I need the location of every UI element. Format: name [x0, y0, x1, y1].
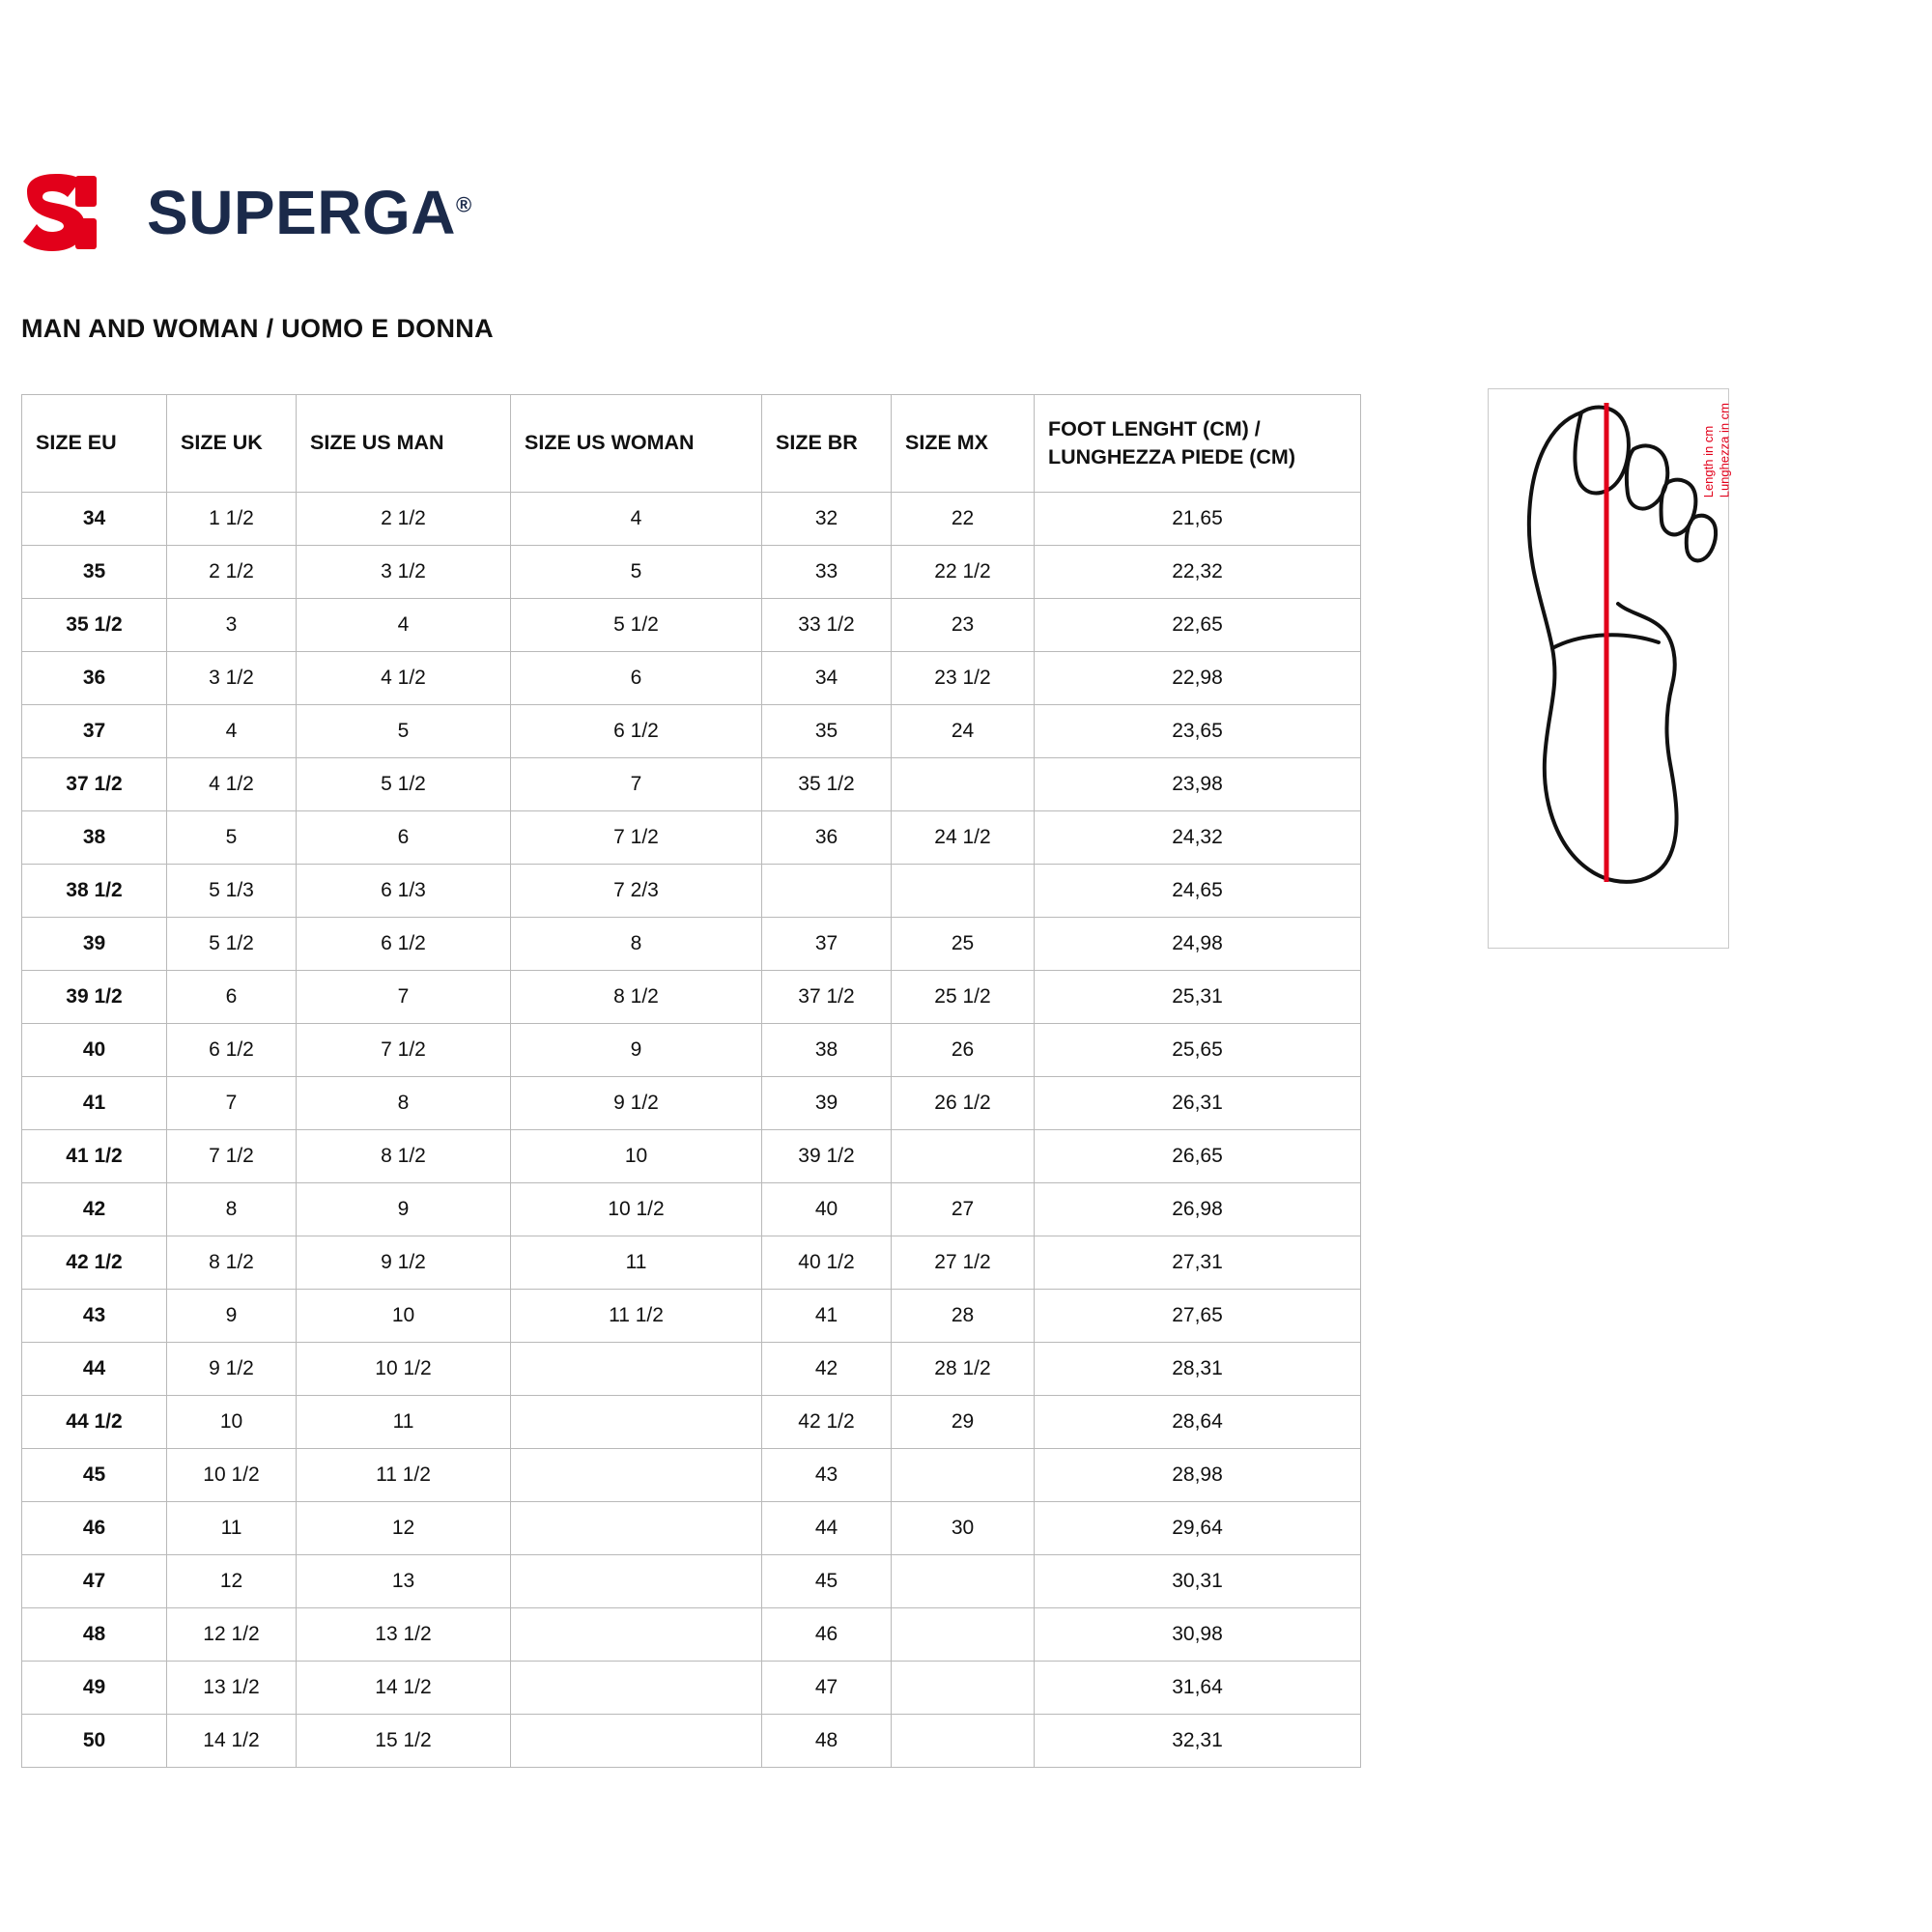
- table-row: [22, 1662, 1361, 1715]
- cell-size-mx: [892, 758, 1035, 811]
- cell-size-us-man: 7 1/2: [297, 1024, 511, 1077]
- cell-foot-length: 30,31: [1035, 1555, 1361, 1608]
- table-row: [22, 971, 1361, 1024]
- cell-size-us-woman: 5 1/2: [511, 599, 762, 652]
- cell-foot-length: 30,98: [1035, 1608, 1361, 1662]
- cell-size-eu: 41: [22, 1077, 167, 1130]
- cell-size-mx: [892, 1130, 1035, 1183]
- foot-outline-icon: [1489, 389, 1726, 946]
- cell-size-us-woman: 10 1/2: [511, 1183, 762, 1236]
- cell-size-mx: 27 1/2: [892, 1236, 1035, 1290]
- cell-size-mx: 25: [892, 918, 1035, 971]
- cell-size-eu: 44 1/2: [22, 1396, 167, 1449]
- column-header-size-mx: SIZE MX: [892, 395, 1035, 493]
- size-conversion-table: [21, 394, 1361, 1768]
- cell-size-us-man: 4 1/2: [297, 652, 511, 705]
- cell-size-eu: 42: [22, 1183, 167, 1236]
- cell-size-eu: 39: [22, 918, 167, 971]
- superga-s-logo-icon: [21, 172, 135, 253]
- cell-size-mx: 27: [892, 1183, 1035, 1236]
- table-row: [22, 1236, 1361, 1290]
- table-row: [22, 918, 1361, 971]
- cell-size-us-man: 15 1/2: [297, 1715, 511, 1768]
- cell-size-mx: [892, 1608, 1035, 1662]
- cell-size-us-woman: [511, 1608, 762, 1662]
- cell-foot-length: 26,31: [1035, 1077, 1361, 1130]
- cell-foot-length: 24,98: [1035, 918, 1361, 971]
- measure-label: [1701, 403, 1732, 498]
- cell-size-us-woman: [511, 1555, 762, 1608]
- cell-size-br: 33: [762, 546, 892, 599]
- cell-foot-length: 24,65: [1035, 865, 1361, 918]
- cell-size-uk: 7: [167, 1077, 297, 1130]
- cell-size-br: 44: [762, 1502, 892, 1555]
- column-header-foot-length: [1035, 395, 1361, 493]
- cell-size-br: 45: [762, 1555, 892, 1608]
- cell-size-uk: 2 1/2: [167, 546, 297, 599]
- cell-size-mx: 28 1/2: [892, 1343, 1035, 1396]
- cell-size-us-woman: 7 2/3: [511, 865, 762, 918]
- cell-size-br: 37 1/2: [762, 971, 892, 1024]
- cell-size-eu: 34: [22, 493, 167, 546]
- cell-size-mx: [892, 1662, 1035, 1715]
- cell-size-us-man: 5 1/2: [297, 758, 511, 811]
- cell-foot-length: 27,31: [1035, 1236, 1361, 1290]
- column-header-size-eu: SIZE EU: [22, 395, 167, 493]
- table-row: [22, 1715, 1361, 1768]
- cell-size-eu: 38 1/2: [22, 865, 167, 918]
- cell-size-us-woman: [511, 1502, 762, 1555]
- cell-size-uk: 8 1/2: [167, 1236, 297, 1290]
- cell-size-mx: [892, 1449, 1035, 1502]
- table-row: [22, 705, 1361, 758]
- table-row: [22, 1396, 1361, 1449]
- table-row: [22, 1502, 1361, 1555]
- foot-length-line-1: FOOT LENGHT (CM) /: [1048, 416, 1261, 440]
- cell-size-uk: 5 1/3: [167, 865, 297, 918]
- cell-size-mx: 23: [892, 599, 1035, 652]
- table-row: [22, 811, 1361, 865]
- measure-label-line-1: Length in cm: [1701, 425, 1716, 498]
- cell-foot-length: 29,64: [1035, 1502, 1361, 1555]
- cell-size-us-woman: 6: [511, 652, 762, 705]
- table-row: [22, 493, 1361, 546]
- cell-foot-length: 21,65: [1035, 493, 1361, 546]
- cell-size-br: 41: [762, 1290, 892, 1343]
- cell-foot-length: 24,32: [1035, 811, 1361, 865]
- cell-size-eu: 42 1/2: [22, 1236, 167, 1290]
- cell-size-br: 46: [762, 1608, 892, 1662]
- cell-size-eu: 44: [22, 1343, 167, 1396]
- cell-size-br: 42: [762, 1343, 892, 1396]
- cell-size-uk: 10: [167, 1396, 297, 1449]
- cell-size-us-woman: [511, 1449, 762, 1502]
- cell-size-us-man: 10 1/2: [297, 1343, 511, 1396]
- table-row: [22, 1290, 1361, 1343]
- cell-size-eu: 35: [22, 546, 167, 599]
- cell-size-mx: 26 1/2: [892, 1077, 1035, 1130]
- cell-size-uk: 9 1/2: [167, 1343, 297, 1396]
- cell-size-mx: 26: [892, 1024, 1035, 1077]
- cell-size-us-man: 7: [297, 971, 511, 1024]
- cell-size-br: 35 1/2: [762, 758, 892, 811]
- cell-size-uk: 13 1/2: [167, 1662, 297, 1715]
- cell-foot-length: 28,64: [1035, 1396, 1361, 1449]
- foot-length-line-2: LUNGHEZZA PIEDE (CM): [1048, 445, 1295, 469]
- cell-size-br: 40 1/2: [762, 1236, 892, 1290]
- table-body: [22, 493, 1361, 1768]
- cell-foot-length: 28,98: [1035, 1449, 1361, 1502]
- cell-size-eu: 40: [22, 1024, 167, 1077]
- cell-size-us-woman: 4: [511, 493, 762, 546]
- cell-size-us-woman: [511, 1715, 762, 1768]
- cell-size-us-woman: [511, 1662, 762, 1715]
- cell-size-br: 47: [762, 1662, 892, 1715]
- cell-size-br: 48: [762, 1715, 892, 1768]
- cell-size-eu: 37: [22, 705, 167, 758]
- cell-size-eu: 50: [22, 1715, 167, 1768]
- cell-size-us-man: 3 1/2: [297, 546, 511, 599]
- cell-size-mx: 23 1/2: [892, 652, 1035, 705]
- column-header-size-us-man: SIZE US MAN: [297, 395, 511, 493]
- cell-size-eu: 45: [22, 1449, 167, 1502]
- cell-size-eu: 38: [22, 811, 167, 865]
- cell-foot-length: 23,65: [1035, 705, 1361, 758]
- cell-size-eu: 46: [22, 1502, 167, 1555]
- table-row: [22, 599, 1361, 652]
- cell-size-eu: 43: [22, 1290, 167, 1343]
- table-row: [22, 1449, 1361, 1502]
- page-title: MAN AND WOMAN / UOMO E DONNA: [21, 314, 494, 343]
- cell-size-us-man: 14 1/2: [297, 1662, 511, 1715]
- cell-size-br: 32: [762, 493, 892, 546]
- cell-size-us-woman: 9: [511, 1024, 762, 1077]
- cell-size-us-man: 2 1/2: [297, 493, 511, 546]
- cell-size-us-man: 13 1/2: [297, 1608, 511, 1662]
- cell-size-us-man: 6: [297, 811, 511, 865]
- cell-size-uk: 4: [167, 705, 297, 758]
- cell-size-us-woman: 8 1/2: [511, 971, 762, 1024]
- table-row: [22, 1608, 1361, 1662]
- cell-size-uk: 11: [167, 1502, 297, 1555]
- cell-size-us-man: 6 1/3: [297, 865, 511, 918]
- cell-foot-length: 26,65: [1035, 1130, 1361, 1183]
- cell-size-eu: 37 1/2: [22, 758, 167, 811]
- cell-size-us-man: 4: [297, 599, 511, 652]
- cell-size-uk: 9: [167, 1290, 297, 1343]
- cell-size-us-woman: [511, 1343, 762, 1396]
- cell-size-us-woman: 6 1/2: [511, 705, 762, 758]
- cell-size-br: 36: [762, 811, 892, 865]
- cell-foot-length: 25,65: [1035, 1024, 1361, 1077]
- cell-size-eu: 49: [22, 1662, 167, 1715]
- cell-size-br: 35: [762, 705, 892, 758]
- cell-size-us-man: 8 1/2: [297, 1130, 511, 1183]
- cell-size-eu: 48: [22, 1608, 167, 1662]
- table-row: [22, 1555, 1361, 1608]
- cell-size-mx: 24: [892, 705, 1035, 758]
- cell-size-eu: 39 1/2: [22, 971, 167, 1024]
- cell-size-uk: 12 1/2: [167, 1608, 297, 1662]
- measure-label-line-2: Lunghezza in cm: [1717, 403, 1732, 498]
- cell-size-mx: 24 1/2: [892, 811, 1035, 865]
- cell-size-uk: 14 1/2: [167, 1715, 297, 1768]
- cell-size-us-man: 12: [297, 1502, 511, 1555]
- cell-size-eu: 41 1/2: [22, 1130, 167, 1183]
- cell-size-mx: [892, 1555, 1035, 1608]
- cell-size-br: 39: [762, 1077, 892, 1130]
- cell-size-br: 33 1/2: [762, 599, 892, 652]
- table-row: [22, 1183, 1361, 1236]
- registered-mark: ®: [456, 192, 472, 217]
- cell-size-uk: 7 1/2: [167, 1130, 297, 1183]
- cell-size-mx: 22 1/2: [892, 546, 1035, 599]
- cell-size-mx: 25 1/2: [892, 971, 1035, 1024]
- cell-size-br: 42 1/2: [762, 1396, 892, 1449]
- cell-size-us-man: 11: [297, 1396, 511, 1449]
- cell-foot-length: 25,31: [1035, 971, 1361, 1024]
- table-row: [22, 865, 1361, 918]
- cell-size-br: 38: [762, 1024, 892, 1077]
- cell-size-us-man: 5: [297, 705, 511, 758]
- cell-foot-length: 32,31: [1035, 1715, 1361, 1768]
- cell-foot-length: 28,31: [1035, 1343, 1361, 1396]
- cell-foot-length: 22,98: [1035, 652, 1361, 705]
- cell-size-us-woman: 7: [511, 758, 762, 811]
- cell-size-us-man: 9: [297, 1183, 511, 1236]
- cell-size-us-woman: 11 1/2: [511, 1290, 762, 1343]
- cell-size-us-man: 11 1/2: [297, 1449, 511, 1502]
- table-row: [22, 1130, 1361, 1183]
- cell-size-br: 34: [762, 652, 892, 705]
- cell-foot-length: 22,65: [1035, 599, 1361, 652]
- cell-size-mx: 29: [892, 1396, 1035, 1449]
- cell-size-us-woman: 5: [511, 546, 762, 599]
- column-header-size-us-woman: SIZE US WOMAN: [511, 395, 762, 493]
- cell-size-br: 37: [762, 918, 892, 971]
- brand-logo: [21, 172, 472, 253]
- cell-size-us-woman: 10: [511, 1130, 762, 1183]
- cell-size-eu: 35 1/2: [22, 599, 167, 652]
- cell-size-mx: [892, 1715, 1035, 1768]
- cell-size-br: 39 1/2: [762, 1130, 892, 1183]
- cell-size-us-woman: 7 1/2: [511, 811, 762, 865]
- column-header-size-uk: SIZE UK: [167, 395, 297, 493]
- cell-size-us-woman: 8: [511, 918, 762, 971]
- cell-size-us-man: 10: [297, 1290, 511, 1343]
- table-row: [22, 546, 1361, 599]
- cell-size-us-man: 13: [297, 1555, 511, 1608]
- size-table-container: [21, 394, 1360, 1768]
- cell-size-mx: 30: [892, 1502, 1035, 1555]
- cell-size-br: 43: [762, 1449, 892, 1502]
- table-row: [22, 652, 1361, 705]
- table-row: [22, 1024, 1361, 1077]
- cell-foot-length: 22,32: [1035, 546, 1361, 599]
- table-row: [22, 758, 1361, 811]
- cell-size-us-man: 9 1/2: [297, 1236, 511, 1290]
- cell-foot-length: 23,98: [1035, 758, 1361, 811]
- cell-size-us-man: 8: [297, 1077, 511, 1130]
- cell-size-us-woman: 9 1/2: [511, 1077, 762, 1130]
- column-header-size-br: SIZE BR: [762, 395, 892, 493]
- cell-foot-length: 26,98: [1035, 1183, 1361, 1236]
- cell-size-eu: 47: [22, 1555, 167, 1608]
- cell-size-mx: [892, 865, 1035, 918]
- cell-size-uk: 10 1/2: [167, 1449, 297, 1502]
- table-row: [22, 1077, 1361, 1130]
- cell-size-uk: 5: [167, 811, 297, 865]
- cell-size-uk: 8: [167, 1183, 297, 1236]
- cell-size-us-woman: [511, 1396, 762, 1449]
- cell-size-mx: 28: [892, 1290, 1035, 1343]
- cell-size-uk: 3 1/2: [167, 652, 297, 705]
- cell-size-br: 40: [762, 1183, 892, 1236]
- cell-size-mx: 22: [892, 493, 1035, 546]
- table-header-row: [22, 395, 1361, 493]
- cell-size-uk: 4 1/2: [167, 758, 297, 811]
- brand-wordmark: [147, 178, 472, 247]
- cell-size-us-man: 6 1/2: [297, 918, 511, 971]
- cell-size-uk: 6 1/2: [167, 1024, 297, 1077]
- cell-foot-length: 31,64: [1035, 1662, 1361, 1715]
- cell-size-uk: 12: [167, 1555, 297, 1608]
- table-row: [22, 1343, 1361, 1396]
- cell-size-eu: 36: [22, 652, 167, 705]
- cell-foot-length: 27,65: [1035, 1290, 1361, 1343]
- cell-size-br: [762, 865, 892, 918]
- foot-measurement-diagram: [1488, 388, 1732, 949]
- cell-size-uk: 3: [167, 599, 297, 652]
- brand-name-text: SUPERGA: [147, 178, 456, 247]
- cell-size-uk: 1 1/2: [167, 493, 297, 546]
- table-header: [22, 395, 1361, 493]
- cell-size-us-woman: 11: [511, 1236, 762, 1290]
- cell-size-uk: 6: [167, 971, 297, 1024]
- cell-size-uk: 5 1/2: [167, 918, 297, 971]
